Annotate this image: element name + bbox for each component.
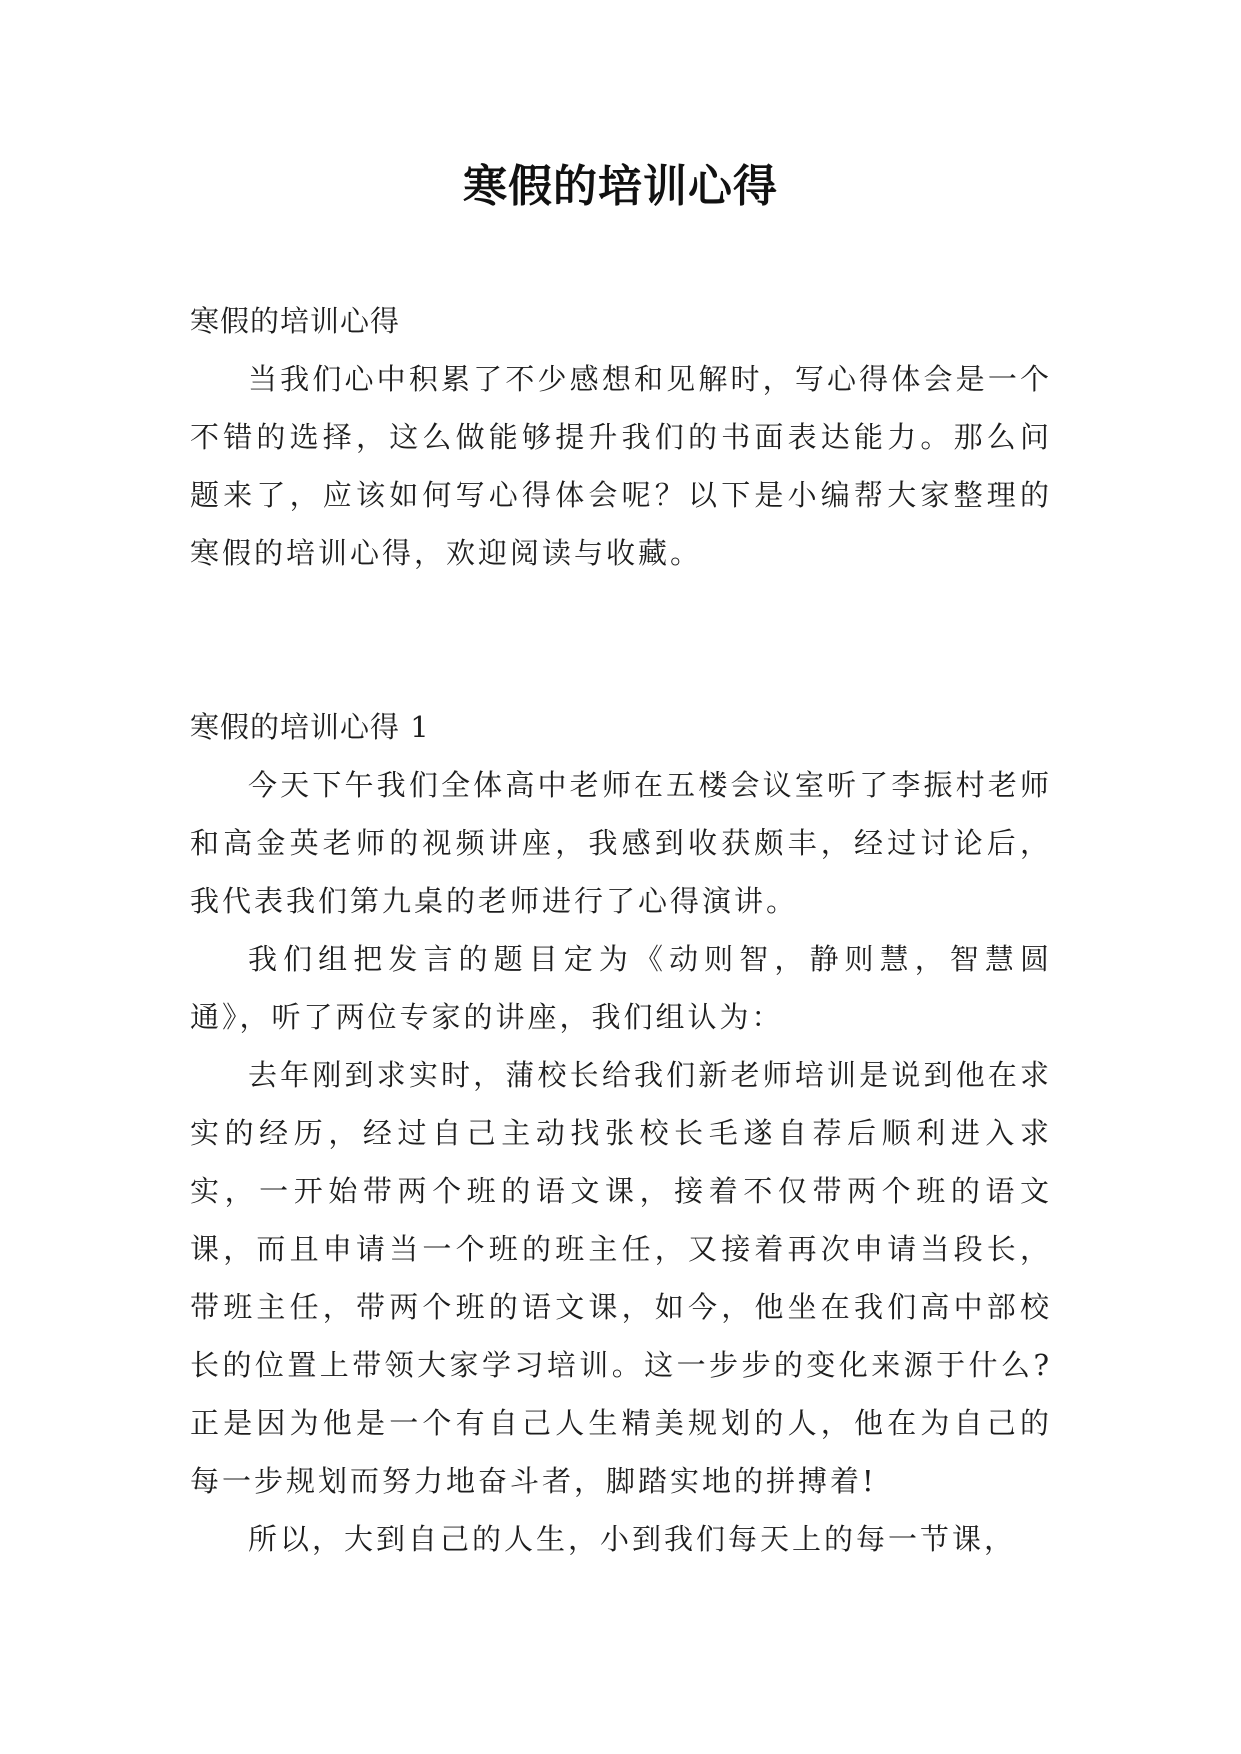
- section1-heading: 寒假的培训心得 1: [190, 710, 430, 744]
- section1-paragraph-4: 所以，大到自己的人生，小到我们每天上的每一节课，: [248, 1522, 1017, 1556]
- intro-paragraph: 当我们心中积累了不少感想和见解时，写心得体会是一个不错的选择，这么做能够提升我们的书面表达能力。那么问题来了，应该如何写心得体会呢？以下是小编帮大家整理的寒假的培训心得，欢迎阅读与收藏。: [190, 362, 1052, 570]
- section1-paragraph-3: 去年刚到求实时，蒲校长给我们新老师培训是说到他在求实的经历，经过自己主动找张校长毛遂自荐后顺利进入求实，一开始带两个班的语文课，接着不仅带两个班的语文课，而且申请当一个班的班主任，又接着再次申请当段长，带班主任，带两个班的语文课，如今，他坐在我们高中部校长的位置上带领大家学习培训。这一步步的变化来源于什么?正是因为他是一个有自己人生精美规划的人，他在为自己的每一步规划而努力地奋斗者，脚踏实地的拼搏着!: [190, 1058, 1052, 1498]
- section1-paragraph-1: 今天下午我们全体高中老师在五楼会议室听了李振村老师和高金英老师的视频讲座，我感到收获颇丰，经过讨论后，我代表我们第九桌的老师进行了心得演讲。: [190, 768, 1052, 918]
- document-body: [190, 292, 1052, 1568]
- section-spacer: [190, 582, 1052, 698]
- intro-heading: 寒假的培训心得: [190, 304, 401, 338]
- document-title: 寒假的培训心得: [463, 161, 778, 212]
- section1-paragraph-2: 我们组把发言的题目定为《动则智，静则慧，智慧圆通》，听了两位专家的讲座，我们组认为：: [190, 942, 1052, 1034]
